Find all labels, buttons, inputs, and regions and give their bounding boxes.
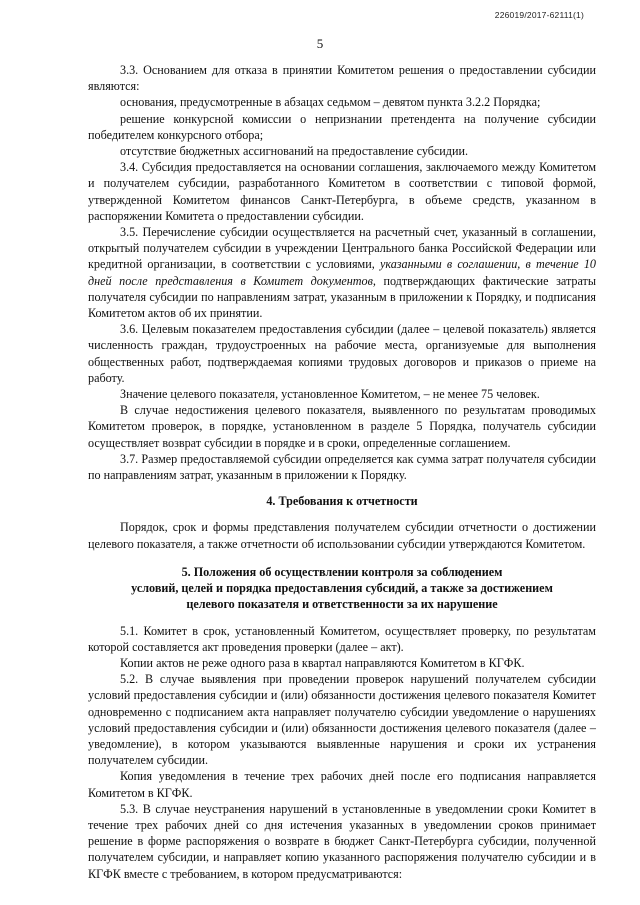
- page-number: 5: [316, 36, 324, 51]
- document-body: [88, 62, 596, 882]
- paragraph-5-3: 5.3. В случае неустранения нарушений в установленные в уведомлении сроки Комитет в течение трех рабочих дней со дня истечения указанных в уведомлении сроков принимает решение в форме распоряжения о возврате в бюджет Санкт-Петербурга субсидии, полученной получателем субсидии, и направляет копию указанного распоряжения получателю субсидии и в КГФК вместе с требованием, в котором предусматриваются:: [88, 801, 596, 881]
- paragraph-3-6: 3.6. Целевым показателем предоставления субсидии (далее – целевой показатель) является численность граждан, трудоустроенных на рабочие места, организуемые для выполнения общественных работ, подтверждаемая копиями трудовых договоров и приказов о приеме на работу.: [88, 322, 596, 385]
- paragraph-3-5-text-1: 3.5. Перечисление субсидии осуществляется на расчетный счет, указанный в соглашении, открытый получателем субсидии в учреждении Центрального банка Российской Федерации или кредитной организации, в соответствии с условиями,: [88, 225, 596, 272]
- section-4-heading: 4. Требования к отчетности: [266, 494, 418, 509]
- paragraph-3-4: 3.4. Субсидия предоставляется на основании соглашения, заключаемого между Комитетом и получателем субсидии, разработанного Комитетом в соответствии с типовой формой, утвержденной Комитетом финансов Санкт-Петербурга, в объеме средств, указанном в распоряжении Комитета о предоставлении субсидии.: [88, 160, 596, 223]
- section-5-heading-line-1: 5. Положения об осуществлении контроля за соблюдением: [181, 564, 503, 579]
- paragraph-3-5: [88, 224, 596, 321]
- paragraph-3-3-item-a: основания, предусмотренные в абзацах седьмом – девятом пункта 3.2.2 Порядка;: [120, 95, 541, 110]
- paragraph-3-3-item-c: отсутствие бюджетных ассигнований на предоставление субсидии.: [120, 144, 468, 159]
- paragraph-4: Порядок, срок и формы представления получателем субсидии отчетности о достижении целевого показателя, а также отчетности об использовании субсидии утверждаются Комитетом.: [88, 520, 596, 551]
- paragraph-3-5-text-2: подтверждающих фактические затраты получателя субсидии по направлениям затрат, указанным в приложении к Порядку, и подписания Комитетом актов об их принятии.: [88, 273, 597, 321]
- section-5-heading: [88, 564, 596, 613]
- paragraph-3-3: 3.3. Основанием для отказа в принятии Комитетом решения о предоставлении субсидии являются:: [88, 63, 596, 94]
- paragraph-3-6-failure: В случае недостижения целевого показателя, выявленного по результатам проводимых Комитетом проверок, в порядке, установленном в разделе 5 Порядка, получатель субсидии осуществляет возврат субсидии в порядке и в сроки, определенные соглашением.: [88, 403, 596, 450]
- paragraph-5-2-copy: Копия уведомления в течение трех рабочих дней после его подписания направляется Комитетом в КГФК.: [88, 769, 596, 800]
- paragraph-3-7: 3.7. Размер предоставляемой субсидии определяется как сумма затрат получателя субсидии по направлениям затрат, указанным в приложении к Порядку.: [88, 451, 596, 483]
- section-5-heading-line-2: условий, целей и порядка предоставления субсидий, а также за достижением: [131, 581, 553, 596]
- paragraph-3-3-item-b: решение конкурсной комиссии о непризнании претендента на получение субсидии победителем конкурсного отбора;: [88, 111, 596, 142]
- paragraph-3-6-value: Значение целевого показателя, установленное Комитетом, – не менее 75 человек.: [120, 387, 540, 402]
- paragraph-5-1: 5.1. Комитет в срок, установленный Комитетом, осуществляет проверку, по результатам которой составляется акт проведения проверки (далее – акт).: [88, 623, 596, 654]
- paragraph-5-2: 5.2. В случае выявления при проведении проверок нарушений получателем субсидии условий предоставления субсидии и (или) обязанности достижения целевого показателя Комитет одновременно с подписанием акта направляет получателю субсидии уведомление о нарушениях условий предоставления субсидии и (или) обязанности достижения целевого показателя (далее – уведомление), в котором указываются выявленные нарушения и сроки их устранения получателем субсидии.: [88, 672, 596, 768]
- document-id: 226019/2017-62111(1): [494, 10, 584, 20]
- section-5-heading-line-3: целевого показателя и ответственности за их нарушение: [186, 597, 498, 612]
- paragraph-3-5-italic: указанными в соглашении, в течение 10 дней после представления в Комитет документов,: [88, 257, 596, 288]
- paragraph-5-1-copies: Копии актов не реже одного раза в квартал направляются Комитетом в КГФК.: [120, 655, 525, 670]
